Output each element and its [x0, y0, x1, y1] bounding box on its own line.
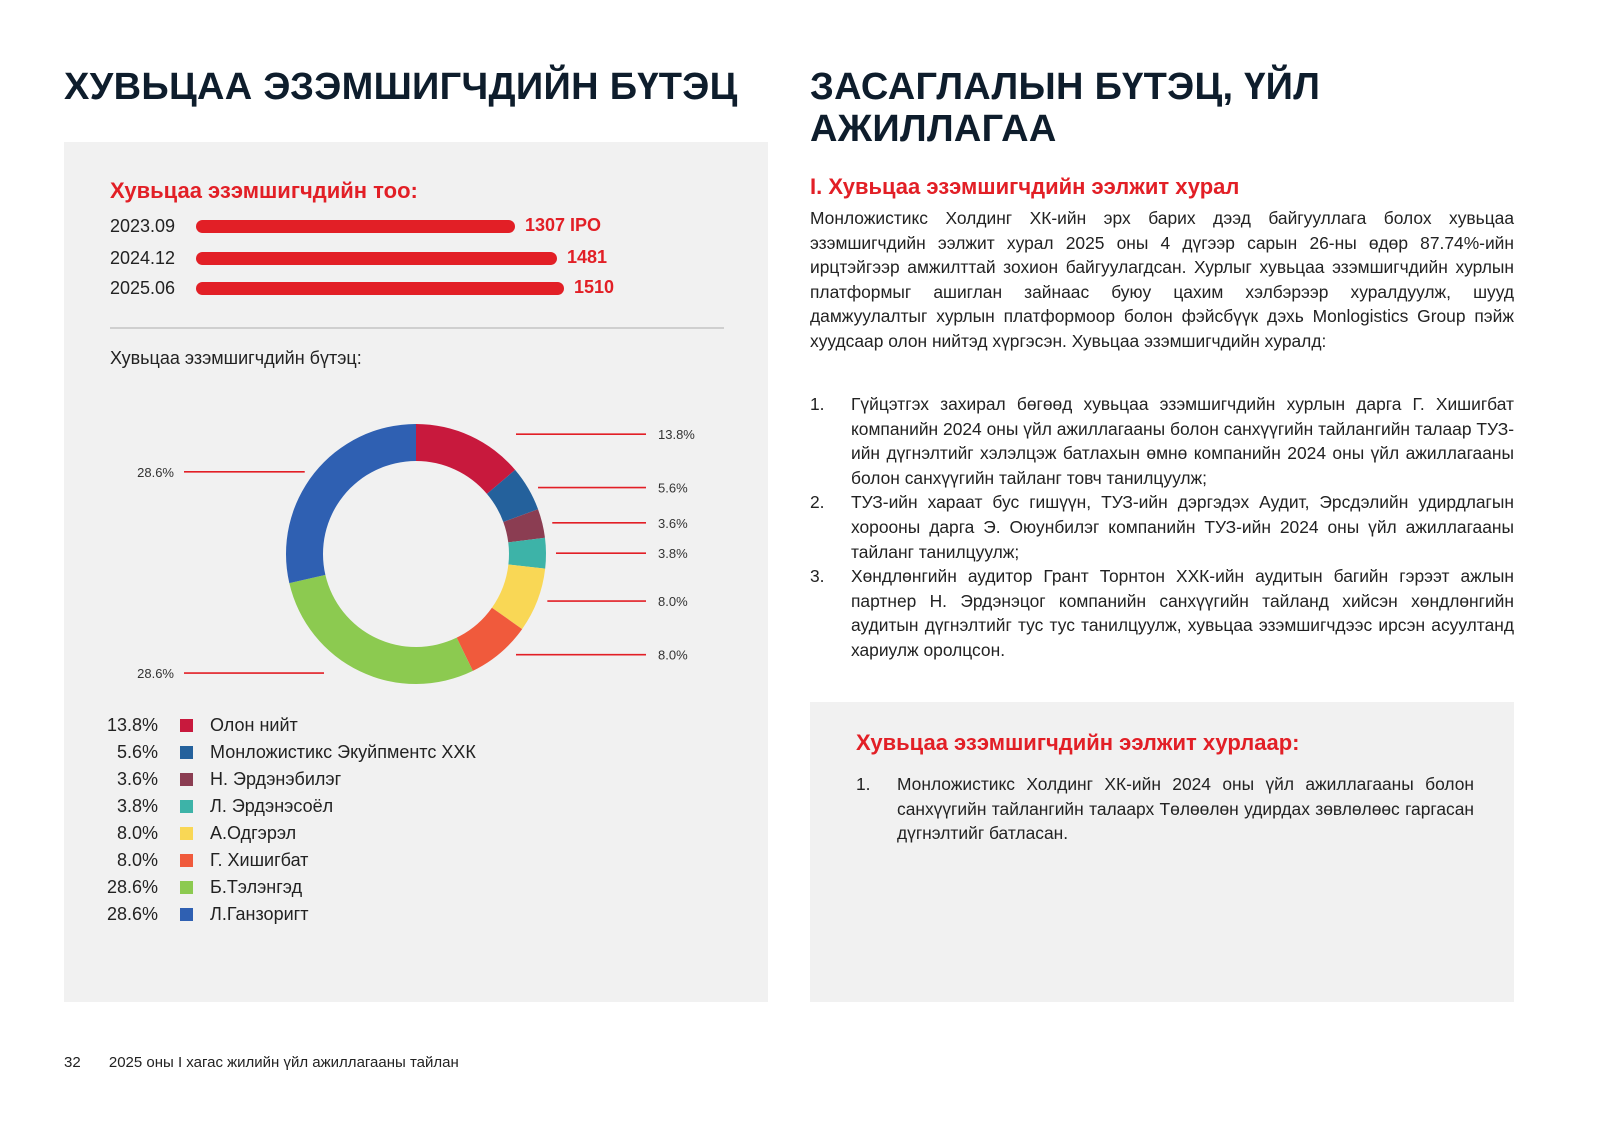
footer-text: 2025 оны I хагас жилийн үйл ажиллагааны тайлан: [108, 1054, 459, 1071]
donut-slice: [508, 538, 546, 569]
bar: [196, 252, 557, 265]
page-title-left: ХУВЬЦАА ЭЗЭМШИГЧДИЙН БҮТЭЦ: [64, 66, 738, 108]
donut-data-label: 3.6%: [658, 515, 688, 531]
legend-item: [64, 768, 664, 790]
bar: [196, 282, 564, 295]
list-item-text: Монложистикс Холдинг ХК-ийн 2024 оны үйл ажиллагааны болон санхүүгийн тайлангийн талаарх Төлөөлөн удирдах зөвлөлөөс гаргасан дүгнэлтийг батласан.: [897, 774, 1474, 844]
agm-decisions-box: [810, 702, 1514, 1002]
bar-category-label: 2023.09: [110, 216, 176, 236]
legend-item: [64, 849, 664, 871]
legend-label: Г. Хишигбат: [210, 850, 309, 870]
page-number: 32: [64, 1054, 81, 1071]
agm-list-item: [810, 490, 1514, 564]
legend-label: Олон нийт: [210, 715, 298, 735]
list-item-text: Гүйцэтгэх захирал бөгөөд хувьцаа эзэмшигчдийн хурлын дарга Г. Хишигбат компанийн 2024 оны үйл ажиллагааны болон санхүүгийн тайлангийн талаар ТУЗ-ийн дүгнэлтийг хэлэлцэж батлахын өмнө компанийн 2024 оны үйл ажиллагааны болон санхүүгийн тайланг товч танилцуулж;: [851, 394, 1514, 488]
bar-category-label: 2025.06: [110, 278, 176, 298]
page-title-right: ЗАСАГЛАЛЫН БҮТЭЦ, ҮЙЛ АЖИЛЛАГАА: [810, 66, 1321, 150]
agm-section-title: I. Хувьцаа эзэмшигчдийн ээлжит хурал: [810, 174, 1240, 199]
donut-data-label: 28.6%: [137, 666, 174, 682]
donut-slice: [286, 424, 416, 583]
legend-label: А.Одгэрэл: [210, 823, 297, 843]
legend-item: [64, 795, 664, 817]
legend-item: [64, 714, 664, 736]
legend-swatch: [180, 908, 193, 921]
bar-row: [110, 276, 710, 300]
legend-swatch: [180, 746, 193, 759]
legend-swatch: [180, 854, 193, 867]
legend-swatch: [180, 800, 193, 813]
legend-label: Б.Тэлэнгэд: [210, 877, 303, 897]
page-footer: [64, 1054, 459, 1071]
donut-data-label: 3.8%: [658, 546, 688, 562]
shareholder-count-title: Хувьцаа эзэмшигчдийн тоо:: [110, 178, 418, 203]
list-item-number: 3.: [810, 566, 825, 587]
agm-list-item: [810, 564, 1514, 662]
list-item-number: 2.: [810, 492, 825, 513]
list-item-text: Хөндлөнгийн аудитор Грант Торнтон ХХК-ийн аудитын багийн гэрээт ажлын партнер Н. Эрдэнэцог компанийн санхүүгийн тайланд хийсэн хөндлөнгийн аудитын дүгнэлтийг тус тус танилцуулж, хувьцаа эзэмшигчдээс ирсэн асуултанд хариулж оролцсон.: [851, 566, 1514, 660]
legend-swatch: [180, 773, 193, 786]
divider: [110, 327, 724, 329]
legend-percent: 28.6%: [106, 904, 158, 924]
bar-value-label: 1481: [567, 247, 608, 267]
shareholder-structure-donut-chart: [64, 382, 768, 712]
legend-percent: 28.6%: [106, 877, 158, 897]
shareholder-structure-label: Хувьцаа эзэмшигчдийн бүтэц:: [110, 348, 362, 368]
list-item-number: 1.: [810, 394, 825, 414]
donut-data-label: 5.6%: [658, 480, 688, 496]
donut-slice: [289, 575, 473, 684]
bar-row: [110, 246, 710, 270]
agm-decisions-title: Хувьцаа эзэмшигчдийн ээлжит хурлаар:: [856, 730, 1300, 755]
legend-item: [64, 903, 664, 925]
agm-list-item: [810, 392, 1514, 490]
legend-label: Н. Эрдэнэбилэг: [210, 769, 342, 789]
agm-items-list: [810, 392, 1514, 663]
legend-swatch: [180, 827, 193, 840]
legend-percent: 13.8%: [106, 715, 158, 735]
legend-percent: 5.6%: [116, 742, 158, 762]
legend-swatch: [180, 881, 193, 894]
donut-data-label: 28.6%: [137, 464, 174, 480]
agm-decisions-list: [856, 772, 1474, 846]
donut-data-label: 13.8%: [658, 427, 695, 443]
donut-data-label: 8.0%: [658, 647, 688, 663]
bar-value-label: 1510: [574, 277, 615, 297]
list-item-number: 1.: [856, 774, 871, 794]
legend-item: [64, 741, 664, 763]
legend-label: Л. Эрдэнэсоёл: [210, 796, 334, 816]
legend-percent: 3.8%: [116, 796, 158, 816]
decision-list-item: [856, 772, 1474, 846]
bar-row: [110, 214, 710, 238]
legend-item: [64, 822, 664, 844]
shareholder-panel: [64, 142, 768, 1002]
legend-label: Л.Ганзоригт: [210, 904, 309, 924]
bar-category-label: 2024.12: [110, 248, 176, 268]
donut-data-label: 8.0%: [658, 594, 688, 610]
legend-percent: 8.0%: [116, 850, 158, 870]
legend-swatch: [180, 719, 193, 732]
agm-intro-paragraph: Монложистикс Холдинг ХК-ийн эрх барих дээд байгууллага болох хувьцаа эзэмшигчдийн ээлжит хурал 2025 оны 4 дүгээр сарын 26-ны өдөр 87.74%-ийн ирцтэйгээр амжилттай зохион байгуулагдсан. Хурлыг хувьцаа эзэмшигчдийн хурлын платформыг ашиглан зайнаас буюу цахим хэлбэрээр хуралдуулж, шууд дамжуулалтыг хурлын платформоор болон фэйсбүүк дэхь Monlogistics Group пэйж хуудсаар олон нийтэд хүргэсэн. Хувьцаа эзэмшигчдийн хуралд:: [810, 208, 1514, 351]
legend-item: [64, 876, 664, 898]
legend-percent: 3.6%: [116, 769, 158, 789]
legend-percent: 8.0%: [116, 823, 158, 843]
bar-value-label: 1307 IPO: [525, 215, 602, 235]
legend-label: Монложистикс Экуйпментс ХХК: [210, 742, 476, 762]
bar: [196, 220, 515, 233]
list-item-text: ТУЗ-ийн хараат бус гишүүн, ТУЗ-ийн дэргэдэх Аудит, Эрсдэлийн удирдлагын хорооны дарга Э. Оюунбилэг компанийн ТУЗ-ийн 2024 оны үйл ажиллагааны тайланг танилцуулж;: [851, 492, 1514, 562]
